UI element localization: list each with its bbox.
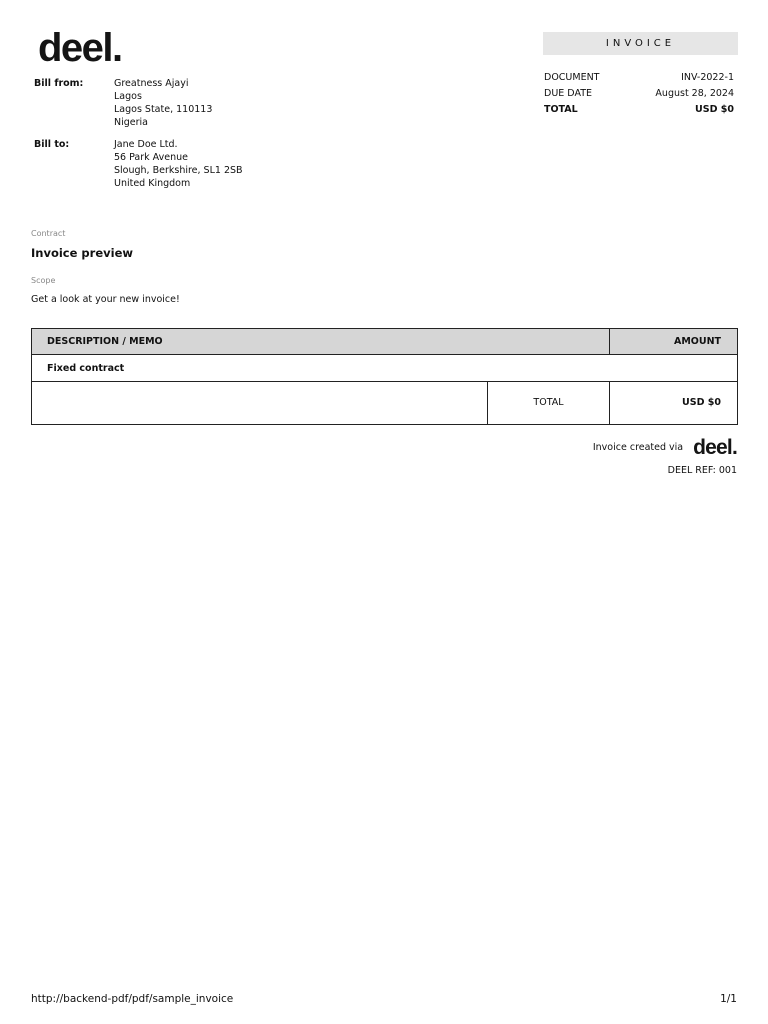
address-line: Greatness Ajayi: [114, 78, 189, 89]
invoice-meta: [544, 72, 734, 120]
contract-title: Invoice preview: [31, 246, 133, 260]
column-header-description: DESCRIPTION / MEMO: [47, 336, 163, 347]
deel-small-logo: deel.: [693, 436, 737, 459]
table-header: [32, 329, 737, 355]
invoice-banner: INVOICE: [543, 32, 738, 55]
meta-value: INV-2022-1: [681, 72, 734, 83]
meta-row-document: [544, 72, 734, 88]
bill-from-block: [34, 77, 212, 129]
bill-to-block: [34, 138, 243, 190]
scope-label: Scope: [31, 276, 56, 285]
bill-to-label: Bill to:: [34, 139, 70, 150]
address-line: United Kingdom: [114, 178, 191, 189]
footer-page-number: 1/1: [720, 993, 737, 1005]
total-value: USD $0: [682, 397, 721, 408]
scope-text: Get a look at your new invoice!: [31, 294, 180, 305]
meta-value: August 28, 2024: [655, 88, 734, 99]
contract-label: Contract: [31, 229, 66, 238]
address-line: Lagos: [114, 91, 142, 102]
address-line: Nigeria: [114, 117, 148, 128]
table-row: [32, 355, 737, 382]
column-divider: [609, 329, 610, 355]
invoice-items-table: [31, 328, 738, 425]
bill-to-address: [114, 138, 243, 190]
address-line: Slough, Berkshire, SL1 2SB: [114, 165, 243, 176]
created-via-text: Invoice created via: [592, 442, 684, 453]
row-description: Fixed contract: [47, 363, 125, 374]
deel-ref: DEEL REF: 001: [667, 465, 737, 476]
address-line: Jane Doe Ltd.: [114, 139, 178, 150]
deel-logo: deel.: [38, 26, 122, 70]
meta-label: DOCUMENT: [544, 72, 600, 83]
meta-row-total: [544, 104, 734, 120]
column-header-amount: AMOUNT: [673, 336, 721, 347]
column-divider: [609, 382, 610, 424]
bill-from-address: [114, 77, 212, 129]
meta-value: USD $0: [695, 104, 734, 115]
meta-label: TOTAL: [544, 104, 578, 115]
bill-from-label: Bill from:: [34, 78, 84, 89]
meta-label: DUE DATE: [544, 88, 593, 99]
footer-url: http://backend-pdf/pdf/sample_invoice: [31, 993, 234, 1005]
table-total-row: [32, 382, 737, 424]
meta-row-due-date: [544, 88, 734, 104]
address-line: Lagos State, 110113: [114, 104, 213, 115]
created-via: [593, 437, 737, 458]
total-label: TOTAL: [533, 397, 564, 408]
address-line: 56 Park Avenue: [114, 152, 188, 163]
